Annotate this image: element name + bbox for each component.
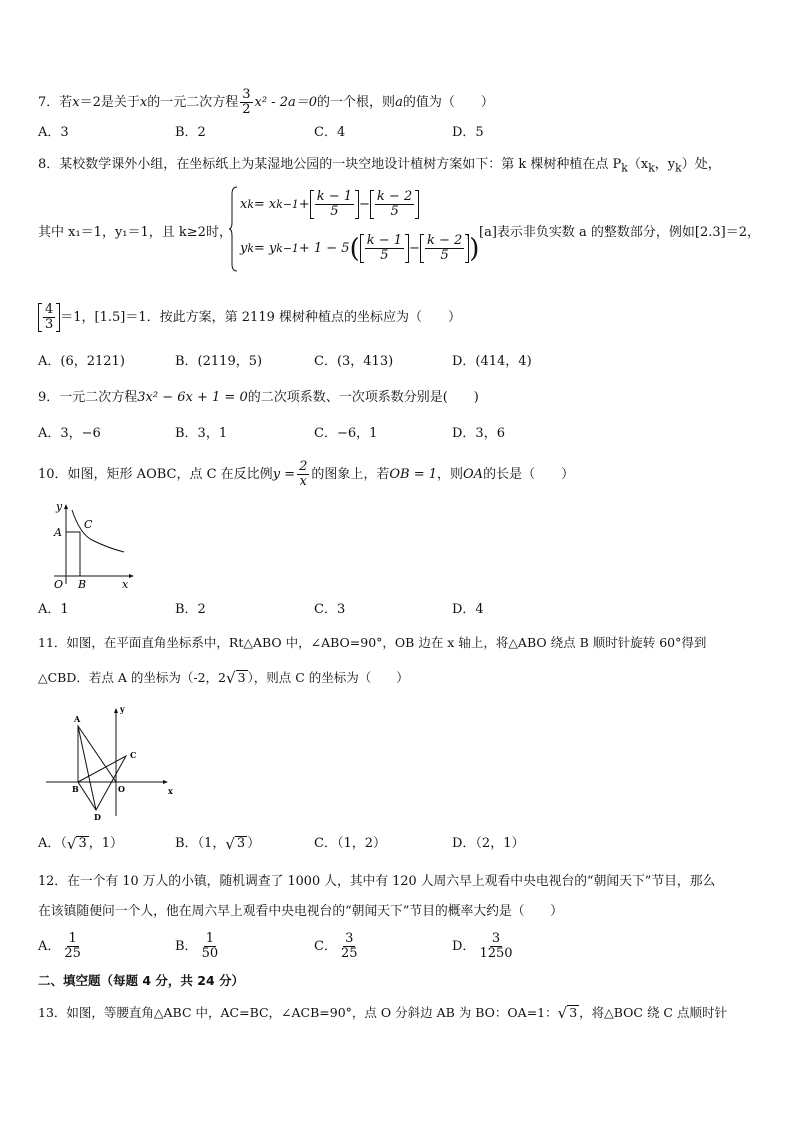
- q8-equation-y: y k = y k−1 + 1 − 5 ( $\frac{k - 1}{5}$ − $\frac{k - 2}{5}$ ): [240, 233, 480, 264]
- option-c[interactable]: C．−6，1: [314, 426, 378, 441]
- axis-label-y: y: [56, 500, 63, 513]
- question-9: 9．一元二次方程3x² − 6x + 1 = 0的二次项系数、一次项系数分别是( ): [38, 390, 479, 405]
- option-c[interactable]: C． $\frac{3}{25}$: [314, 931, 358, 961]
- axis-label-x: x: [168, 786, 173, 796]
- point-label-b: B: [72, 784, 79, 794]
- q7-text: 的一个根，则: [317, 94, 396, 110]
- option-c[interactable]: C．3: [314, 602, 346, 617]
- sqrt-icon: √ 3: [226, 669, 246, 687]
- question-11-line-1: 11．如图，在平面直角坐标系中，Rt△ABO 中，∠ABO=90°，OB 边在 x 轴上，将△ABO 绕点 B 顺时针旋转 60°得到: [38, 635, 707, 650]
- point-label-c: C: [130, 750, 137, 760]
- option-b[interactable]: B．2: [175, 602, 206, 617]
- option-d[interactable]: D．（2，1）: [452, 836, 525, 851]
- q8-equation-x: x k = x k−1 + $\frac{k - 1}{5}$ − $\frac{k - 2}{5}$: [240, 190, 419, 219]
- q8-equation-system: [228, 186, 480, 272]
- option-d[interactable]: D． $\frac{3}{1250}$: [452, 931, 513, 961]
- section-2-heading: 二、填空题（每题 4 分，共 24 分）: [38, 973, 245, 988]
- question-12-line-1: 12．在一个有 10 万人的小镇，随机调查了 1000 人，其中有 120 人周六早上观看中央电视台的“朝闻天下”节目，那么: [38, 874, 716, 889]
- point-label-a: A: [54, 526, 62, 539]
- q7-var: x: [139, 94, 148, 110]
- question-12-line-2: 在该镇随便问一个人，他在周六早上观看中央电视台的“朝闻天下”节目的概率大约是（ ）: [38, 904, 563, 919]
- question-8-line-2-suffix: ，[a]表示非负实数 a 的整数部分，例如[2.3]＝2，: [466, 225, 760, 240]
- sqrt-icon: √ 3: [66, 835, 87, 853]
- question-8-line-2-prefix: 其中 x₁＝1，y₁＝1，且 k≥2时，: [38, 225, 232, 240]
- q11-figure: [42, 706, 178, 824]
- sqrt-icon: √ 3: [557, 1004, 578, 1022]
- q7-var: x: [72, 94, 80, 110]
- q7-text: 的值为（ ）: [402, 94, 494, 110]
- q9-equation: 3x² − 6x + 1 = 0: [137, 390, 248, 405]
- axis-label-x: x: [122, 578, 129, 590]
- q7-var: a: [395, 94, 403, 110]
- q7-fraction: $\frac{3}{2}$: [242, 87, 251, 117]
- question-8-line-3: $\frac{4}{3}$ ＝1，[1.5]＝1．按此方案，第 2119 棵树种植点的坐标应为（ ）: [38, 303, 461, 332]
- option-d[interactable]: D．5: [452, 125, 484, 140]
- option-d[interactable]: D．3，6: [452, 426, 505, 441]
- question-8-line-1: 8．某校数学课外小组，在坐标纸上为某湿地公园的一块空地设计植树方案如下：第 k 棵树种植在点 $P_k(x_k$，$y_k$）处，: [38, 157, 721, 175]
- question-10: 10．如图，矩形 AOBC，点 C 在反比例 y = $\frac{2}{x}$ 的图象上，若 OB = 1 ，则 OA 的长是（ ）: [38, 459, 575, 489]
- option-b[interactable]: B．（1， √ 3 ）: [175, 835, 261, 853]
- option-a[interactable]: A．3: [38, 125, 69, 140]
- option-b[interactable]: B．2: [175, 125, 206, 140]
- point-label-c: C: [84, 518, 93, 531]
- option-c[interactable]: C．（1，2）: [314, 836, 386, 851]
- q7-text: ＝2是关于: [79, 94, 140, 110]
- option-b[interactable]: B．3，1: [175, 426, 228, 441]
- option-a[interactable]: A．3，−6: [38, 426, 101, 441]
- q7-prefix: 7．若: [38, 94, 73, 110]
- point-label-d: D: [94, 812, 101, 822]
- q7-text: 的一元二次方程: [147, 94, 239, 110]
- axis-label-y: y: [120, 706, 125, 714]
- point-label-b: B: [78, 578, 87, 590]
- q7-expression: x² - 2a＝0: [254, 94, 318, 110]
- option-c[interactable]: C．4: [314, 125, 346, 140]
- brace-icon: [228, 186, 238, 272]
- q10-figure: [42, 500, 138, 590]
- point-label-a: A: [74, 714, 81, 724]
- point-label-o: O: [118, 784, 125, 794]
- option-a[interactable]: A．（ √ 3 ，1）: [38, 835, 124, 853]
- option-d[interactable]: D．4: [452, 602, 484, 617]
- option-b[interactable]: B． $\frac{1}{50}$: [175, 931, 219, 961]
- q10-fraction: $\frac{2}{x}$: [299, 459, 308, 489]
- option-c[interactable]: C．(3，413): [314, 354, 394, 369]
- option-a[interactable]: A． $\frac{1}{25}$: [38, 931, 81, 961]
- sqrt-icon: √ 3: [225, 835, 246, 853]
- option-b[interactable]: B．(2119，5): [175, 354, 263, 369]
- option-a[interactable]: A．1: [38, 602, 69, 617]
- question-7: [38, 88, 494, 117]
- option-a[interactable]: A．(6，2121): [38, 354, 125, 369]
- question-13: 13．如图，等腰直角△ABC 中，AC=BC，∠ACB=90°，点 O 分斜边 AB 为 BO：OA=1： √ 3 ，将△BOC 绕 C 点顺时针: [38, 1004, 727, 1022]
- option-d[interactable]: D．(414，4): [452, 354, 532, 369]
- point-label-o: O: [54, 578, 64, 590]
- question-11-line-2: △CBD．若点 A 的坐标为（-2，2 √ 3 ），则点 C 的坐标为（ ）: [38, 669, 409, 687]
